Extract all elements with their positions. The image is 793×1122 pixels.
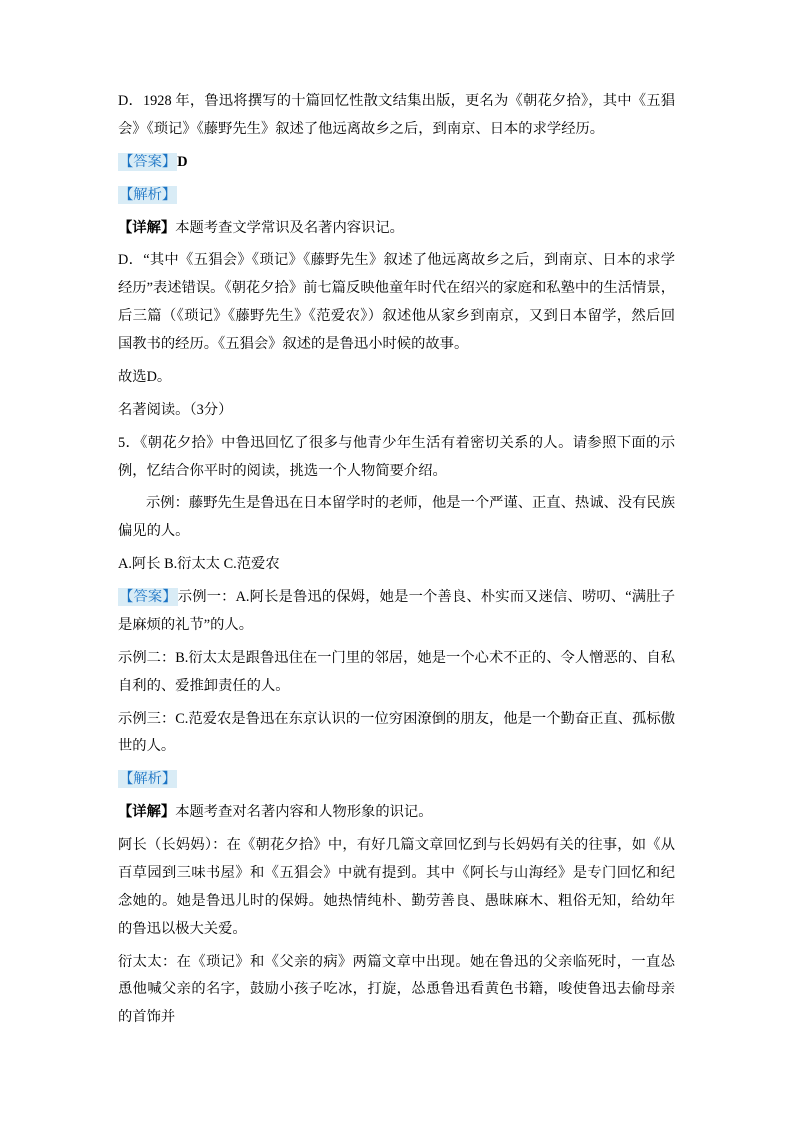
detail-5-line [118,799,675,827]
question-5-options [118,551,675,579]
detail-4-intro: 本题考查文学常识及名著内容识记。 [175,219,404,236]
answer-5-option-b-text: 示例二：B.衍太太是跟鲁迅住在一门里的邻居，她是一个心术不正的、令人憎恶的、自私自利的、爱推卸责任的人。 [118,649,675,694]
detail-5-intro: 本题考查对名著内容和人物形象的识记。 [175,804,433,821]
answer-4-value: D [177,153,188,170]
question-5-options-text: A.阿长 B.衍太太 C.范爱农 [118,556,280,573]
answer-5-option-c-text: 示例三：C.范爱农是鲁迅在东京认识的一位穷困潦倒的朋友，他是一个勤奋正直、孤标傲世的人。 [118,710,675,755]
answer-label-5: 【答案】 [119,589,177,605]
detail-5-yantaitai [118,949,675,1033]
detail-5-yantaitai-text: 衍太太：在《琐记》和《父亲的病》两篇文章中出现。她在鲁迅的父亲临死时，一直怂恿他喊父亲的名字，鼓励小孩子吃冰，打旋，怂恿鲁迅看黄色书籍，唆使鲁迅去偷母亲的首饰并 [118,953,675,1026]
answer-5-option-b [118,645,675,701]
detail-4-body-text: D．“其中《五猖会》《琐记》《藤野先生》叙述了他远离故乡之后，到南京、日本的求学经历”表述错误。《朝花夕拾》前七篇反映他童年时代在绍兴的家庭和私塾中的生活情景，后三篇（《琐记》《藤野先生》《范爱农》）叙述他从家乡到南京，又到日本留学，然后回国教书的经历。《五猖会》叙述的是鲁迅小时候的故事。 [118,252,675,352]
detail-label: 【详解】 [118,219,176,236]
detail-4-line [118,215,675,243]
detail-4-conclusion-text: 故选D。 [118,368,172,385]
document-body [118,88,675,1032]
section-title-text: 名著阅读。（3分） [118,401,233,418]
analysis-5-line [118,766,675,794]
option-d-text: D．1928 年，鲁迅将撰写的十篇回忆性散文结集出版，更名为《朝花夕拾》，其中《五猖会》《琐记》《藤野先生》叙述了他远离故乡之后，到南京、日本的求学经历。 [118,93,675,137]
answer-4-line [118,149,675,177]
answer-5-option-c [118,706,675,762]
detail-4-body [118,247,675,359]
question-5-stem-text: 5．《朝花夕拾》中鲁迅回忆了很多与他青少年生活有着密切关系的人。请参照下面的示例，忆结合你平时的阅读，挑选一个人物简要介绍。 [118,434,675,479]
analysis-4-line [118,182,675,210]
detail-5-achang-text: 阿长（长妈妈）：在《朝花夕拾》中，有好几篇文章回忆到与长妈妈有关的往事，如《从百草园到三味书屋》和《五猖会》中就有提到。其中《阿长与山海经》是专门回忆和纪念她的。她是鲁迅儿时的保姆。她热情纯朴、勤劳善良、愚昧麻木、粗俗无知，给幼年的鲁迅以极大关爱。 [118,837,675,937]
detail-4-conclusion [118,364,675,392]
analysis-label: 【解析】 [119,186,177,203]
answer-label: 【答案】 [119,153,177,170]
section-title [118,397,675,425]
question-4-option-d [118,88,675,144]
detail-label-5: 【详解】 [118,804,176,821]
analysis-label-5: 【解析】 [119,771,177,788]
question-5-example [118,490,675,546]
question-5-stem [118,430,675,486]
question-5-example-text: 示例：藤野先生是鲁迅在日本留学时的老师，他是一个严谨、正直、热诚、没有民族偏见的人。 [118,495,675,540]
answer-5-value: 示例一：A.阿长是鲁迅的保姆，她是一个善良、朴实而又迷信、唠叨、“满肚子是麻烦的礼节”的人。 [118,589,675,633]
answer-5-line [118,584,675,640]
detail-5-achang [118,832,675,944]
